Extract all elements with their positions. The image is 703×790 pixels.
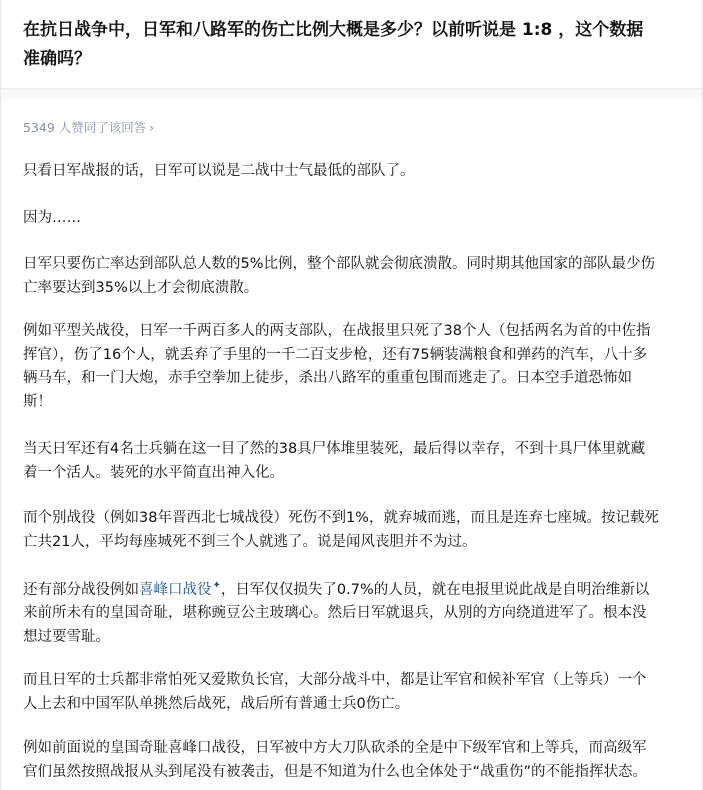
paragraph-line: 当天日军还有4名士兵躺在这一目了然的38具尸体堆里装死，最后得以幸存，不到十具尸体里就藏 [23, 441, 646, 457]
answer-paragraph [23, 507, 683, 554]
voters-count-text: 5349 人赞同了该回答 [23, 120, 147, 135]
answer-paragraph [23, 669, 683, 716]
paragraph-line: 亡共21人，平均每座城死不到三个人就逃了。说是闻风丧胆并不为过。 [23, 533, 477, 550]
paragraph-line: 例如平型关战役，日军一千两百多人的两支部队，在战报里只死了38个人（包括两名为首的中佐指 [23, 323, 651, 339]
paragraph-line: 官们虽然按照战报从头到尾没有被袭击，但是不知道为什么也全体处于“战重伤”的不能指挥状态。 [23, 763, 648, 780]
paragraph-line: 辆马车，和一门大炮，赤手空拳加上徒步，杀出八路军的重重包围而逃走了。日本空手道恐怖如 [23, 370, 632, 386]
answer-paragraph [23, 207, 683, 231]
answer-paragraph [23, 253, 683, 300]
paragraph-line: 例如前面说的皇国奇耻喜峰口战役，日军被中方大刀队砍杀的全是中下级军官和上等兵，而高级军 [23, 740, 647, 756]
paragraph-line: 挥官），伤了16个人，就丢弃了手里的一千二百支步枪，还有75辆装满粮食和弹药的汽车，八十多 [23, 346, 648, 363]
paragraph-line: 斯！ [23, 393, 52, 410]
paragraph-line: 而且日军的士兵都非常怕死又爱欺负长官，大部分战斗中，都是让军官和候补军官（上等兵）一个 [23, 672, 647, 688]
chevron-right-icon: › [149, 121, 155, 135]
paragraph-text: ，日军仅仅损失了0.7%的人员，就在电报里说此战是自明治维新以 [220, 581, 650, 598]
question-title[interactable] [23, 16, 683, 74]
question-title-line: 准确吗？ [23, 49, 91, 69]
paragraph-line: 日军只要伤亡率达到部队总人数的5%比例，整个部队就会彻底溃散。同时期其他国家的部队最少伤 [23, 256, 655, 272]
paragraph-line: 因为…… [23, 210, 81, 226]
voters-link[interactable] [23, 118, 154, 136]
paragraph-line: 亡率要达到35%以上才会彻底溃散。 [23, 279, 259, 296]
answer-paragraph [23, 574, 683, 649]
paragraph-line: 想过要雪耻。 [23, 628, 110, 645]
paragraph-line: 来前所未有的皇国奇耻，堪称豌豆公主玻璃心。然后日军就退兵，从别的方向绕道进军了。根本没 [23, 605, 647, 622]
paragraph-line: 而个别战役（例如38年晋西北七城战役）死伤不到1%，就弃城而逃，而且是连弃七座城。按记载死 [23, 510, 659, 526]
answer-paragraph [23, 320, 683, 414]
header-divider [1, 88, 702, 99]
paragraph-line: 只看日军战报的话，日军可以说是二战中士气最低的部队了。 [23, 163, 415, 179]
answer-paragraph [23, 160, 683, 184]
answer-paragraph [23, 737, 683, 784]
answer-paragraph [23, 438, 683, 485]
xifengkou-battle-link[interactable]: 喜峰口战役 [139, 581, 212, 598]
paragraph-line: 人上去和中国军队单挑然后战死，战后所有普通士兵0伤亡。 [23, 695, 410, 712]
search-spark-icon: ✦ [212, 580, 221, 591]
question-title-line: 在抗日战争中，日军和八路军的伤亡比例大概是多少？以前听说是 1:8 ，这个数据 [23, 20, 644, 40]
paragraph-text: 还有部分战役例如 [23, 581, 139, 598]
paragraph-line [23, 574, 683, 602]
paragraph-line: 着一个活人。装死的水平简直出神入化。 [23, 464, 284, 481]
